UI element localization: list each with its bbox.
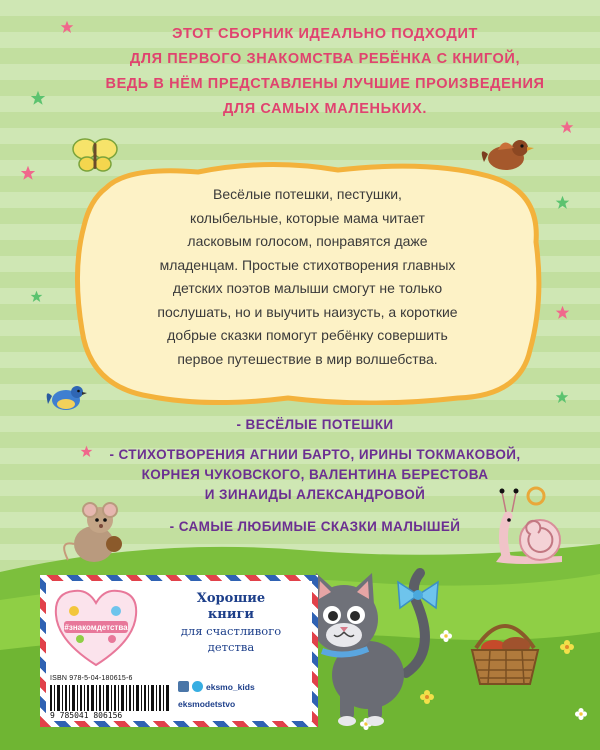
mouse-icon (60, 500, 130, 566)
star-icon (60, 20, 74, 34)
flower-icon (575, 708, 587, 720)
bow-icon (396, 580, 440, 610)
contents-line: - СТИХОТВОРЕНИЯ АГНИИ БАРТО, ИРИНЫ ТОКМАКОВОЙ, (109, 447, 521, 462)
description-line: послушать, но и выучить наизусть, а короткие (157, 303, 458, 320)
contents-item-poems (65, 445, 565, 505)
star-icon (555, 195, 570, 210)
intro-line: ДЛЯ САМЫХ МАЛЕНЬКИХ. (223, 101, 427, 117)
intro-line: ЭТОТ СБОРНИК ИДЕАЛЬНО ПОДХОДИТ (172, 26, 478, 42)
description-line: ласковым голосом, понравятся даже (187, 233, 428, 249)
star-icon (20, 165, 36, 181)
isbn-text: ISBN 978-5-04-180615-6 (50, 675, 133, 682)
slogan-line: детства (207, 640, 255, 654)
heart-hashtag: #знакомдетства (64, 623, 128, 632)
intro-text (90, 22, 560, 122)
website-text: eksmodetstvo (178, 699, 236, 709)
contents-line: И ЗИНАИДЫ АЛЕКСАНДРОВОЙ (204, 487, 426, 502)
contents-item-tales: - САМЫЕ ЛЮБИМЫЕ СКАЗКИ МАЛЫШЕЙ (169, 519, 461, 534)
vk-icon (178, 681, 189, 692)
barcode (50, 685, 170, 711)
star-icon (555, 305, 570, 320)
description-line: колыбельные, которые мама читает (190, 209, 425, 226)
barcode-number: 9 785041 806156 (50, 711, 123, 720)
publisher-slogan (150, 591, 312, 655)
contents-list (65, 415, 565, 537)
description-line: детских поэтов малыши смогут не только (172, 280, 443, 296)
slogan-line: Хорошие (196, 591, 266, 606)
flower-icon (560, 640, 574, 654)
contents-line: КОРНЕЯ ЧУКОВСКОГО, ВАЛЕНТИНА БЕРЕСТОВА (141, 467, 489, 482)
social-handle: eksmo_kids (206, 681, 255, 692)
heart-icon (50, 585, 142, 671)
star-icon (560, 120, 574, 134)
snail-icon (492, 482, 578, 570)
description-line: первое путешествие в мир волшебства. (177, 350, 438, 367)
slogan-line: книги (207, 607, 255, 622)
star-icon (30, 90, 46, 106)
publisher-stamp (40, 575, 318, 727)
website-row (178, 699, 255, 709)
social-row (178, 681, 255, 692)
contents-item-rhymes: - ВЕСЁЛЫЕ ПОТЕШКИ (236, 417, 394, 432)
description-line: младенцам. Простые стихотворения главных (159, 256, 456, 273)
star-icon (30, 290, 43, 303)
description-line: Весёлые потешки, пестушки, (213, 186, 402, 202)
description-line: добрые сказки помогут ребёнку совершить (167, 327, 448, 343)
star-icon (555, 390, 569, 404)
intro-line: ДЛЯ ПЕРВОГО ЗНАКОМСТВА РЕБЁНКА С КНИГОЙ, (129, 51, 521, 67)
bird-icon (44, 380, 88, 416)
mushroom-basket-icon (466, 608, 544, 688)
social-links (178, 681, 255, 716)
slogan-line: для счастливого (180, 624, 282, 638)
intro-line: ВЕДЬ В НЁМ ПРЕДСТАВЛЕНЫ ЛУЧШИЕ ПРОИЗВЕДЕНИЯ (105, 76, 545, 92)
description-text (110, 183, 505, 371)
telegram-icon (192, 681, 203, 692)
